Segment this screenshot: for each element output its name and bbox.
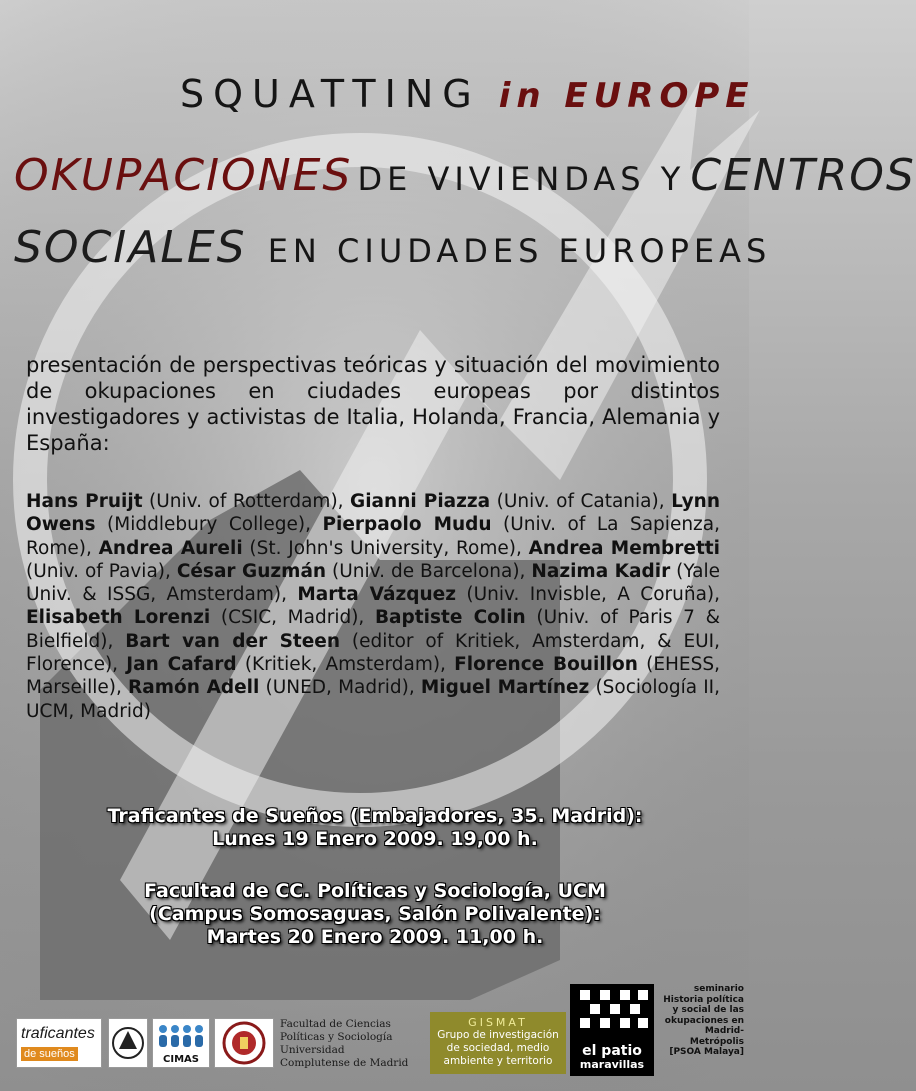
participant-name: Gianni Piazza — [350, 491, 491, 512]
participant-name: Bart van der Steen — [125, 630, 341, 652]
title-de-viviendas: DE VIVIENDAS Y — [357, 160, 686, 198]
seminario-text: seminario Historia política y social de las okupaciones en Madrid- Metrópolis [PSOA Malaya] — [663, 984, 744, 1057]
venue-ucm-date: Martes 20 Enero 2009. 11,00 h. — [206, 926, 544, 948]
sponsor-logos — [0, 980, 749, 1091]
title-sociales: SOCIALES — [14, 222, 247, 273]
title-squatting-in-europe — [180, 72, 755, 116]
participant-affiliation: (Middlebury College), — [95, 514, 323, 536]
venue-ucm-place: Facultad de CC. Políticas y Sociología, UCM — [144, 880, 606, 902]
participant-name: Marta Vázquez — [297, 584, 456, 606]
participant-affiliation: (Univ. of Paris 7 & Bielfield), — [26, 607, 721, 652]
participant-name: Ramón Adell — [127, 677, 260, 699]
participant-name: Andrea Membretti — [528, 537, 720, 559]
participant-affiliation: (Kritiek, Amsterdam), — [236, 654, 455, 676]
participant-name: Nazima Kadir — [531, 560, 671, 582]
el-patio-maravillas-logo: el patio maravillas — [570, 984, 654, 1076]
participant-affiliation: (Univ. de Barcelona), — [326, 560, 532, 582]
participant-name: Elisabeth Lorenzi — [26, 607, 211, 629]
title-okupaciones — [14, 150, 916, 294]
participant-name: Jan Cafard — [126, 654, 237, 676]
participant-affiliation: (Yale Univ. & ISSG, Amsterdam), — [26, 560, 720, 606]
venue-traficantes-date: Lunes 19 Enero 2009. 19,00 h. — [212, 828, 538, 850]
participant-affiliation: (Univ. of Rotterdam), — [142, 491, 351, 512]
participant-name: Pierpaolo Mudu — [322, 514, 492, 536]
venue-traficantes — [60, 805, 690, 851]
title-squatting: SQUATTING — [180, 72, 481, 116]
circle-emblem-logo — [108, 1018, 148, 1068]
participant-affiliation: (CSIC, Madrid), — [210, 607, 375, 629]
participant-affiliation: (Univ. of Catania), — [490, 491, 672, 512]
participant-affiliation: (St. John's University, Rome), — [242, 537, 529, 559]
participant-name: Florence Bouillon — [454, 654, 638, 676]
participant-name: Hans Pruijt — [26, 491, 143, 512]
title-okupaciones-word: OKUPACIONES — [14, 150, 353, 201]
participant-name: Miguel Martínez — [420, 677, 590, 699]
title-in-europe: in EUROPE — [498, 76, 755, 116]
title-ciudades-europeas: EN CIUDADES EUROPEAS — [267, 232, 772, 270]
participant-affiliation: (Univ. Invisble, A Coruña), — [455, 584, 721, 606]
facultad-logo-text: Facultad de Ciencias Políticas y Sociología Universidad Complutense de Madrid — [280, 1018, 409, 1069]
intro-paragraph: presentación de perspectivas teóricas y situación del movimiento de okupaciones en ciudades europeas por distintos investigadores y activistas de Italia, Holanda, Francia, Alemania y España: — [26, 353, 720, 455]
participant-name: César Guzmán — [176, 560, 327, 582]
gismat-logo: GISMAT Grupo de investigación de sociedad, medio ambiente y territorio — [430, 1012, 566, 1074]
cimas-logo: CIMAS — [152, 1018, 210, 1068]
participant-name: Andrea Aureli — [98, 537, 243, 559]
participant-name: Lynn Owens — [26, 491, 720, 536]
venue-ucm-room: (Campus Somosaguas, Salón Polivalente): — [149, 903, 601, 925]
participant-affiliation: (editor of Kritiek, Amsterdam, & EUI, Florence), — [26, 630, 721, 676]
venue-ucm — [60, 880, 690, 949]
participant-name: Baptiste Colin — [374, 607, 526, 629]
participant-affiliation: (Univ. of La Sapienza, Rome), — [26, 514, 720, 559]
participant-affiliation: (UNED, Madrid), — [259, 677, 421, 699]
venue-traficantes-place: Traficantes de Sueños (Embajadores, 35. Madrid): — [107, 805, 643, 827]
participant-affiliation: (Univ. of Pavia), — [26, 560, 177, 582]
traficantes-logo: traficantes de sueños — [16, 1018, 102, 1068]
participant-affiliation: (EHESS, Marseille), — [26, 654, 720, 699]
title-centros: CENTROS — [690, 150, 916, 201]
participants-list — [26, 490, 720, 723]
participant-affiliation: (Sociología II, UCM, Madrid) — [26, 677, 720, 722]
ucm-seal-logo — [214, 1018, 274, 1068]
